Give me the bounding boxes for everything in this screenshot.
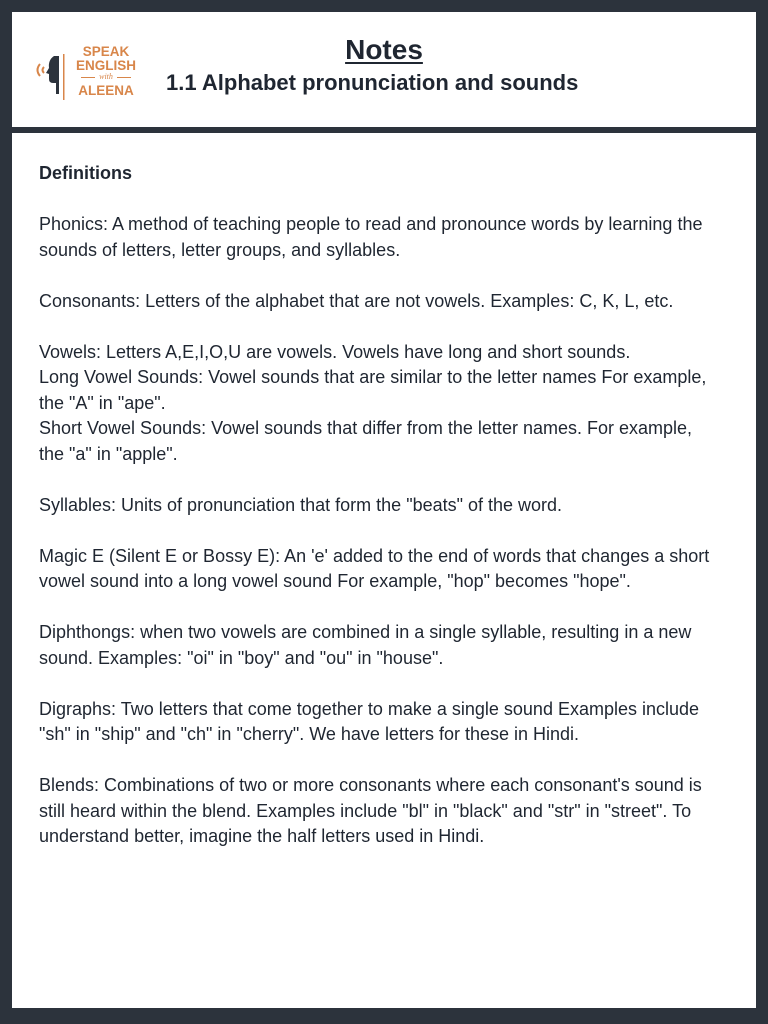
definition-vowels: Vowels: Letters A,E,I,O,U are vowels. Vowels have long and short sounds. [39, 341, 631, 362]
page-title: Notes [345, 34, 423, 65]
definition-digraphs: Digraphs: Two letters that come together to make a single sound Examples include "sh" in "ship" and "ch" in "cherry". We have letters for these in Hindi. [39, 698, 700, 744]
section-heading: Definitions [39, 163, 132, 183]
definition-short-vowels: Short Vowel Sounds: Vowel sounds that differ from the letter names. For example, the "a" in "apple". [39, 418, 693, 464]
page-header [12, 12, 756, 129]
definition-blends: Blends: Combinations of two or more consonants where each consonant's sound is still heard within the blend. Examples include "bl" in "black" and "str" in "street". To understand better, imagine the half letters used in Hindi. [39, 775, 702, 846]
definition-diphthongs: Diphthongs: when two vowels are combined in a single syllable, resulting in a new sound. Examples: "oi" in "boy" and "ou" in "house". [39, 622, 692, 668]
header-divider [12, 127, 756, 133]
definition-phonics: Phonics: A method of teaching people to read and pronounce words by learning the sounds of letters, letter groups, and syllables. [39, 214, 703, 260]
document-page [12, 12, 756, 1008]
logo-text-speak: SPEAK [82, 44, 130, 59]
logo-text-with: with [68, 73, 144, 81]
logo-text-english: ENGLISH [75, 58, 136, 73]
definition-consonants: Consonants: Letters of the alphabet that are not vowels. Examples: C, K, L, etc. [39, 290, 674, 311]
definition-syllables: Syllables: Units of pronunciation that form the "beats" of the word. [39, 494, 563, 515]
definition-magic-e: Magic E (Silent E or Bossy E): An 'e' added to the end of words that changes a short vowel sound into a long vowel sound For example, "hop" becomes "hope". [39, 545, 710, 591]
page-subtitle: 1.1 Alphabet pronunciation and sounds [166, 70, 579, 95]
logo-text-aleena: ALEENA [78, 83, 134, 98]
definition-long-vowels: Long Vowel Sounds: Vowel sounds that are similar to the letter names For example, the "A" in "ape". [39, 367, 707, 413]
definitions-section [39, 161, 719, 875]
